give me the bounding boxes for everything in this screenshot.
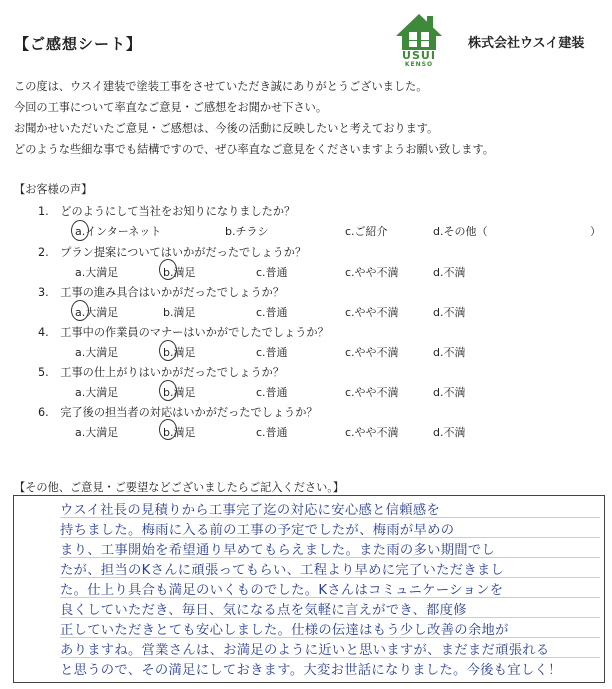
handwritten-line: たが、担当のKさんに頑張ってもらい、工程より早めに完了いただきまし xyxy=(60,563,505,578)
company-logo xyxy=(392,10,446,68)
answer-circle xyxy=(159,419,177,440)
option-c[interactable]: c.普通 xyxy=(256,346,288,359)
option-a[interactable]: a.インターネット xyxy=(75,225,162,238)
comments-heading: 【その他、ご意見・ご要望などございましたらご記入ください。】 xyxy=(14,481,345,494)
question-number: 4. xyxy=(38,326,49,339)
question-number: 2. xyxy=(38,246,49,259)
intro-line: この度は、ウスイ建装で塗装工事をさせていただき誠にありがとうございました。 xyxy=(14,80,428,93)
question-text: 工事中の作業員のマナーはいかがでしたでしょうか？ xyxy=(60,326,329,339)
option-d[interactable]: d.不満 xyxy=(433,426,466,439)
question-text: 工事の進み具合はいかがだったでしょうか？ xyxy=(60,286,285,299)
option-d-close: ） xyxy=(590,225,601,238)
handwritten-line: ありますね。営業さんは、お満足のように近いと思いますが、まだまだ頑張れる xyxy=(60,643,550,658)
intro-line: どのような些細な事でも結構ですので、ぜひ率直なご意見をくださいますようお願い致します。 xyxy=(14,143,494,156)
option-a[interactable]: a.大満足 xyxy=(75,306,119,319)
option-a[interactable]: a.大満足 xyxy=(75,426,119,439)
option-b[interactable]: b.満足 xyxy=(163,426,196,439)
option-c2[interactable]: c.やや不満 xyxy=(345,426,399,439)
option-c2[interactable]: c.やや不満 xyxy=(345,346,399,359)
customer-voice-heading: 【お客様の声】 xyxy=(14,183,93,196)
handwritten-line: た。仕上り具合も満足のいくものでした。Kさんはコミュニケーションを xyxy=(60,583,504,598)
option-c[interactable]: c.普通 xyxy=(256,266,288,279)
question-text: プラン提案についてはいかがだったでしょうか？ xyxy=(60,246,307,259)
option-b[interactable]: b.満足 xyxy=(163,306,196,319)
handwritten-line: ウスイ社長の見積りから工事完了迄の対応に安心感と信頼感を xyxy=(60,503,441,518)
option-d[interactable]: d.不満 xyxy=(433,266,466,279)
question-2 xyxy=(38,244,306,260)
question-text: どのようにして当社をお知りになりましたか？ xyxy=(60,205,296,218)
option-d[interactable]: d.不満 xyxy=(433,346,466,359)
answer-circle xyxy=(71,300,89,321)
option-d[interactable]: d.不満 xyxy=(433,306,466,319)
question-6 xyxy=(38,404,318,420)
option-c[interactable]: c.普通 xyxy=(256,386,288,399)
question-5 xyxy=(38,364,284,380)
option-b[interactable]: b.満足 xyxy=(163,346,196,359)
handwritten-line: 正していただきとても安心しました。仕様の伝達はもう少し改善の余地が xyxy=(60,623,509,638)
logo-subtext: KENSO xyxy=(404,61,434,68)
question-text: 完了後の担当者の対応はいかがだったでしょうか？ xyxy=(60,406,318,419)
option-c2[interactable]: c.やや不満 xyxy=(345,266,399,279)
intro-line: お聞かせいただいたご意見・ご感想は、今後の活動に反映したいと考えております。 xyxy=(14,122,439,135)
handwritten-line: 良くしていただき、毎日、気になる点を気軽に言えができ、都度修 xyxy=(60,603,467,618)
question-3 xyxy=(38,284,284,300)
handwritten-line: 持ちました。梅雨に入る前の工事の予定でしたが、梅雨が早めの xyxy=(60,523,455,538)
answer-circle xyxy=(159,340,177,361)
option-b[interactable]: b.満足 xyxy=(163,266,196,279)
question-number: 5. xyxy=(38,366,49,379)
option-b[interactable]: b.チラシ xyxy=(225,225,269,238)
question-1 xyxy=(38,203,295,219)
option-c2[interactable]: c.やや不満 xyxy=(345,306,399,319)
page-title: 【ご感想シート】 xyxy=(14,35,143,53)
option-b[interactable]: b.満足 xyxy=(163,386,196,399)
question-text: 工事の仕上がりはいかがだったでしょうか？ xyxy=(60,366,285,379)
intro-line: 今回の工事について率直なご意見・ご感想をお聞かせ下さい。 xyxy=(14,101,328,114)
option-d[interactable]: d.その他（ xyxy=(433,225,488,238)
question-number: 3. xyxy=(38,286,49,299)
intro-text xyxy=(14,76,604,160)
question-number: 1. xyxy=(38,205,49,218)
option-a[interactable]: a.大満足 xyxy=(75,346,119,359)
answer-circle xyxy=(159,380,177,401)
handwritten-line: まり、工事開始を希望通り早めてもらえました。また雨の多い期間でし xyxy=(60,543,496,558)
question-4 xyxy=(38,324,329,340)
option-a[interactable]: a.大満足 xyxy=(75,386,119,399)
option-c[interactable]: c.普通 xyxy=(256,306,288,319)
company-name: 株式会社ウスイ建装 xyxy=(468,36,585,51)
handwritten-line: と思うので、その満足にしておきます。大変お世話になりました。今後も宜しく！ xyxy=(60,663,562,678)
option-c[interactable]: c.ご紹介 xyxy=(345,225,388,238)
logo-text: USUI xyxy=(402,49,436,62)
option-a[interactable]: a.大満足 xyxy=(75,266,119,279)
question-number: 6. xyxy=(38,406,49,419)
option-c[interactable]: c.普通 xyxy=(256,426,288,439)
option-c2[interactable]: c.やや不満 xyxy=(345,386,399,399)
answer-circle xyxy=(159,259,177,280)
option-d[interactable]: d.不満 xyxy=(433,386,466,399)
answer-circle xyxy=(71,220,89,241)
